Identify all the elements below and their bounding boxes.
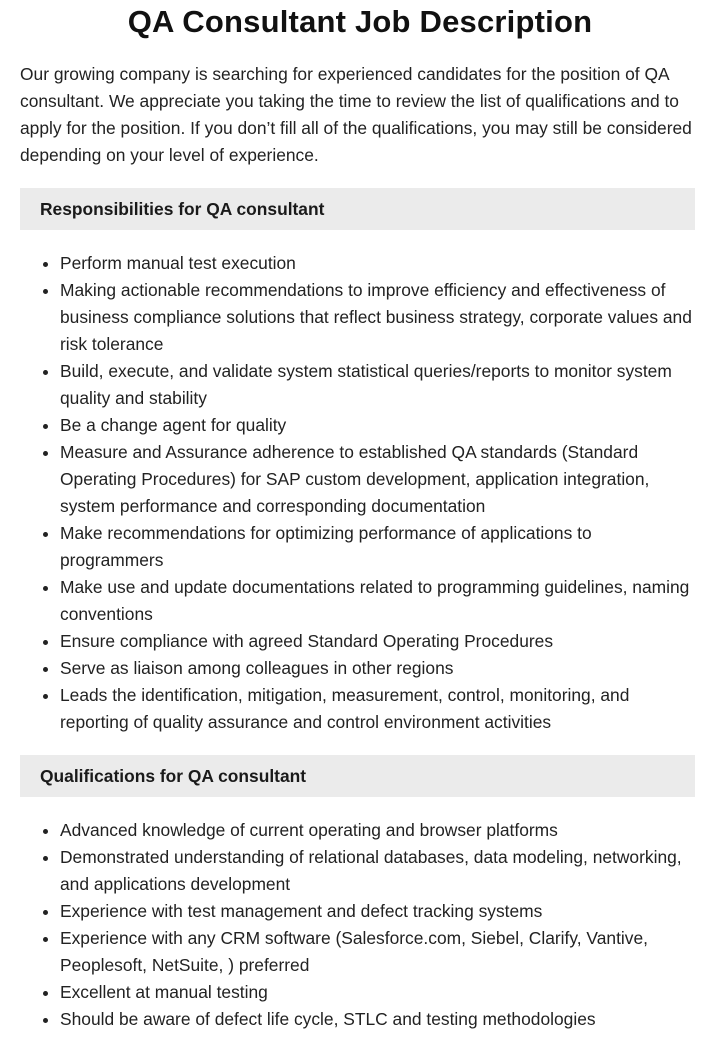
- qualification-item: • Demonstrated understanding of relational databases, data modeling, networking, and applications development: [60, 844, 695, 898]
- qualification-item: • Excellent at manual testing: [60, 979, 695, 1006]
- responsibility-item: • Make use and update documentations related to programming guidelines, naming conventions: [60, 574, 695, 628]
- page-title: QA Consultant Job Description: [127, 4, 593, 39]
- qualifications-list: [20, 817, 695, 1033]
- responsibility-item: • Making actionable recommendations to improve efficiency and effectiveness of business compliance solutions that reflect business strategy, corporate values and risk tolerance: [60, 277, 695, 358]
- intro-paragraph: Our growing company is searching for experienced candidates for the position of QA consultant. We appreciate you taking the time to review the list of qualifications and to apply for the position. If you don’t fill all of the qualifications, you may still be considered depending on your level of experience.: [20, 64, 692, 165]
- qualifications-heading: Qualifications for QA consultant: [20, 755, 695, 797]
- responsibility-item: • Leads the identification, mitigation, measurement, control, monitoring, and reporting of quality assurance and control environment activities: [60, 682, 695, 736]
- responsibility-item: • Serve as liaison among colleagues in other regions: [60, 655, 695, 682]
- responsibilities-heading: Responsibilities for QA consultant: [20, 188, 695, 230]
- qualification-item: • Should be aware of defect life cycle, STLC and testing methodologies: [60, 1006, 695, 1033]
- responsibilities-list: [20, 250, 695, 736]
- qualification-item: • Experience with test management and defect tracking systems: [60, 898, 695, 925]
- qualification-item: • Experience with any CRM software (Salesforce.com, Siebel, Clarify, Vantive, Peoplesoft, NetSuite, ) preferred: [60, 925, 695, 979]
- responsibility-item: • Build, execute, and validate system statistical queries/reports to monitor system quality and stability: [60, 358, 695, 412]
- responsibility-item: • Perform manual test execution: [60, 250, 695, 277]
- responsibility-item: • Be a change agent for quality: [60, 412, 695, 439]
- qualification-item: • Advanced knowledge of current operating and browser platforms: [60, 817, 695, 844]
- responsibility-item: • Measure and Assurance adherence to established QA standards (Standard Operating Procedures) for SAP custom development, application integration, system performance and corresponding documentation: [60, 439, 695, 520]
- responsibility-item: • Make recommendations for optimizing performance of applications to programmers: [60, 520, 695, 574]
- responsibility-item: • Ensure compliance with agreed Standard Operating Procedures: [60, 628, 695, 655]
